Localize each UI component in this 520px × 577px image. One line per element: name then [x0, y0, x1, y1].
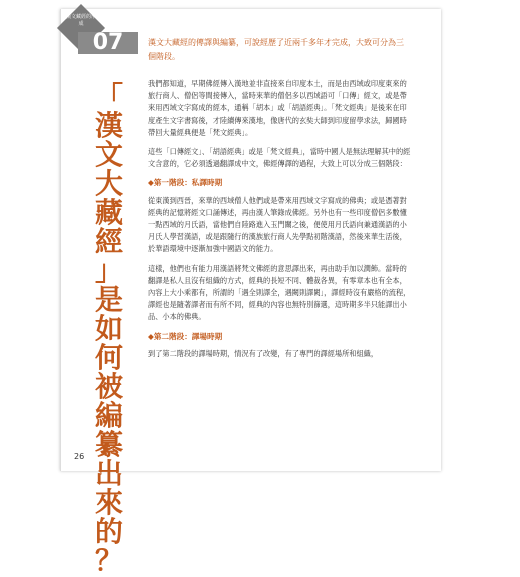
body-text: [148, 78, 412, 367]
section-1-paragraph-1: 從東漢到西晉，來華的西域僧人他們或是帶來用西域文字寫成的佛典；或是憑著對經典的記憶將經文口誦傳述，再由漢人筆錄成佛經。另外也有一些印度僧侶多數懂一點西域的月氏語，當他們自陸路進入玉門關之後，便使用月氏語向兼通漢語的小月氏人學習漢語，或是跟隨行的漢族旅行商人先學點初階漢語，然後來華生活後，於華語環境中逐漸加強中國語文的能力。: [148, 195, 407, 254]
title-char: 是: [94, 283, 123, 316]
title-char: 大: [94, 167, 123, 200]
section-1-paragraph-2: 這樣，他們也有能力用漢語將梵文佛經的意思譯出來，再由助手加以潤飾。當時的翻譯是私人且沒有組織的方式，經典的長短不同、體裁各異，有零章本也有全本，內容上大小乘都有，所謂的「遇全則譯全，遇闕則譯闕」，譯經時沒有嚴格的流程，譯經也是隨著譯者而有所不同，經典的內容也無特別篩選，這時期多半只能譯出小品、小本的佛典。: [148, 263, 411, 322]
title-char: 出: [94, 457, 123, 490]
title-char: ？: [94, 544, 123, 577]
page-number: 26: [74, 452, 85, 461]
title-char: 何: [94, 341, 123, 374]
title-char: 經: [94, 225, 123, 258]
chapter-title: [93, 82, 125, 575]
title-char: 被: [94, 370, 123, 403]
chapter-badge-label: 漢文藏經的形成: [66, 14, 97, 27]
title-char: 漢: [94, 109, 123, 142]
title-char: 「: [94, 80, 123, 113]
chapter-intro: 漢文大藏經的傳譯與編纂，可說經歷了近兩千多年才完成，大致可分為三個階段。: [148, 38, 404, 61]
title-char: 來: [94, 486, 123, 519]
section-2-paragraph-1: 到了第二階段的譯場時期，情況有了改變，有了專門的譯經場所和組織，: [148, 348, 379, 358]
section-2-heading: ◆第二階段：譯場時期: [148, 331, 223, 341]
title-char: 文: [94, 138, 123, 171]
title-char: 藏: [94, 196, 123, 229]
title-char: 如: [94, 312, 123, 345]
paragraph-1: 我們都知道，早期佛經傳入漢地並非直接來自印度本土，而是由西域或印度東來的旅行商人、僧侶等間接傳入，當時來華的僧侶多以西域語可「口傳」經文，或是帶來用西域文字寫成的經本，通稱「胡本」或「胡語經典」。「梵文經典」是後來在印度產生文字書寫後，才陸續傳來漢地，像唐代的玄奘大師到印度留學求法，歸國時帶回大量經典便是「梵文經典」。: [148, 79, 407, 137]
title-char: 的: [94, 515, 123, 548]
title-char: 」: [94, 254, 123, 287]
paragraph-2: 這些「口傳經文」、「胡語經典」或是「梵文經典」，當時中國人是無法理解其中的經文含意的，它必須透過翻譯成中文，佛經傳譯的過程，大致上可以分成三個階段：: [148, 147, 411, 169]
title-char: 纂: [94, 428, 123, 461]
title-char: 編: [94, 399, 123, 432]
chapter-number: 07: [78, 32, 138, 54]
section-1-heading: ◆第一階段：私譯時期: [148, 178, 223, 188]
